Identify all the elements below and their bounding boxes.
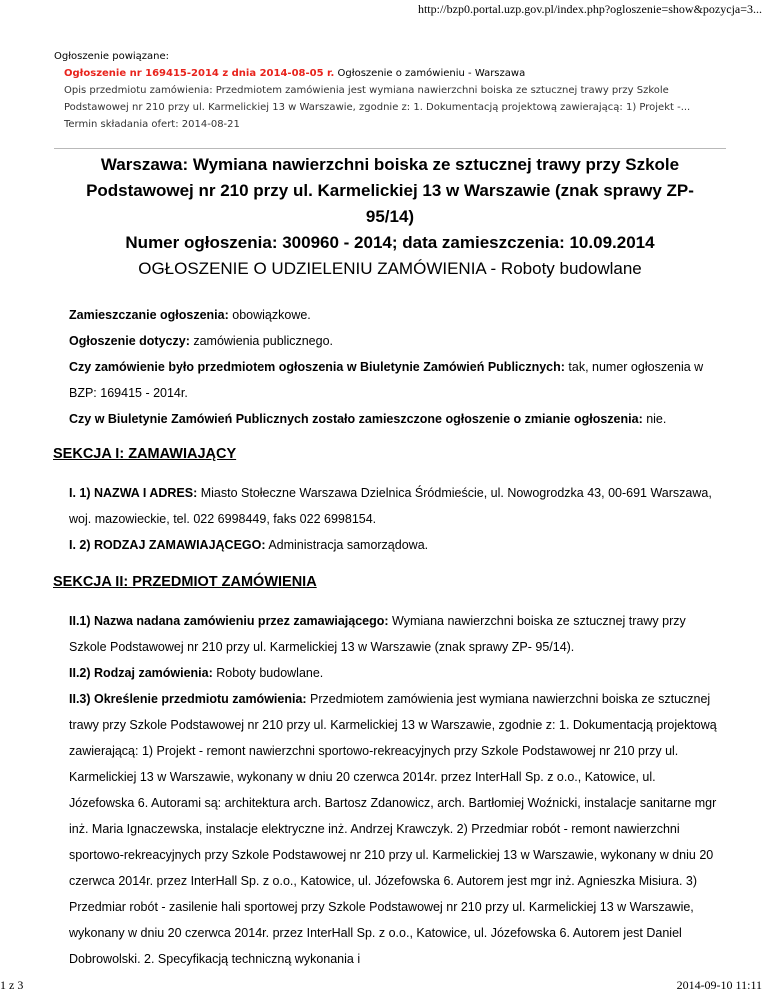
related-link-suffix: Ogłoszenie o zamówieniu - Warszawa <box>334 68 526 79</box>
fact-item <box>69 406 729 432</box>
fact-label: Czy w Biuletynie Zamówień Publicznych zostało zamieszczone ogłoszenie o zmianie ogłoszenia: <box>69 412 643 426</box>
title-main: Warszawa: Wymiana nawierzchni boiska ze sztucznej trawy przy Szkole Podstawowej nr 210 przy ul. Karmelickiej 13 w Warszawie (znak sprawy ZP- 95/14) <box>86 155 694 226</box>
section2-body <box>69 608 721 972</box>
related-notice-link[interactable]: Ogłoszenie nr 169415-2014 z dnia 2014-08-05 r. <box>64 68 335 79</box>
item-value: Przedmiotem zamówienia jest wymiana nawierzchni boiska ze sztucznej trawy przy Szkole Podstawowej nr 210 przy ul. Karmelickiej 13 w Warszawie, zgodnie z: 1. Dokumentacją projektową zawierającą: 1) Projekt - remont nawierzchni sportowo-rekreacyjnych przy Szkole Podstawowej nr 210 przy ul. Karmelickiej 13 w Warszawie, wykonany w dniu 20 czerwca 2014r. przez InterHall Sp. z o.o., Katowice, ul. Józefowska 6. Autorami są: architektura arch. Bartosz Zdanowicz, arch. Bartłomiej Woźnicki, instalacje sanitarne mgr inż. Maria Ignaczewska, instalacje elektryczne inż. Andrzej Krawczyk. 2) Przedmiar robót - remont nawierzchni sportowo-rekreacyjnych przy Szkole Podstawowej nr 210 przy ul. Karmelickiej 13 w Warszawie, wykonany w dniu 20 czerwca 2014r. przez InterHall Sp. z o.o., Katowice, ul. Józefowska 6. Autorem jest mgr inż. Agnieszka Misiura. 3) Przedmiar robót - zasilenie hali sportowej przy Szkole Podstawowej nr 210 przy ul. Karmelickiej 13 w Warszawie, wykonany w dniu 20 czerwca 2014r. przez InterHall Sp. z o.o., Katowice, ul. Józefowska 6. Autorem jest Daniel Dobrowolski. 2. Specyfikacją techniczną wykonania i <box>69 692 717 966</box>
related-label: Ogłoszenie powiązane: <box>54 51 170 62</box>
item-value: Roboty budowlane. <box>212 666 324 680</box>
related-body <box>54 65 724 82</box>
section2-item <box>69 686 721 972</box>
fact-value: zamówienia publicznego. <box>189 334 333 348</box>
related-description: Opis przedmiotu zamówienia: Przedmiotem zamówienia jest wymiana nawierzchni boiska ze sztucznej trawy przy Szkole Podstawowej nr 210 przy ul. Karmelickiej 13 w Warszawie, zgodnie z: 1. Dokumentacją projektową zawierającą: 1) Projekt -... <box>64 85 691 113</box>
item-label: I. 1) NAZWA I ADRES: <box>69 486 198 500</box>
item-label: II.1) Nazwa nadana zamówieniu przez zamawiającego: <box>69 614 389 628</box>
fact-item <box>69 354 729 406</box>
item-value: Administracja samorządowa. <box>265 538 429 552</box>
fact-value: obowiązkowe. <box>228 308 311 322</box>
facts-list <box>69 302 729 432</box>
fact-label: Czy zamówienie było przedmiotem ogłoszenia w Biuletynie Zamówień Publicznych: <box>69 360 565 374</box>
item-label: II.2) Rodzaj zamówienia: <box>69 666 213 680</box>
fact-label: Zamieszczanie ogłoszenia: <box>69 308 229 322</box>
title-type: OGŁOSZENIE O UDZIELENIU ZAMÓWIENIA - Roboty budowlane <box>138 259 642 278</box>
item-label: II.3) Określenie przedmiotu zamówienia: <box>69 692 307 706</box>
fact-value: nie. <box>642 412 667 426</box>
item-value: Wymiana nawierzchni boiska ze sztucznej trawy przy Szkole Podstawowej nr 210 przy ul. Karmelickiej 13 w Warszawie (znak sprawy ZP- 95/14). <box>69 614 686 654</box>
item-value: Miasto Stołeczne Warszawa Dzielnica Śródmieście, ul. Nowogrodzka 43, 00-691 Warszawa, woj. mazowieckie, tel. 022 6998449, faks 022 6998154. <box>69 486 712 526</box>
section1-body <box>69 480 721 558</box>
section1-title: SEKCJA I: ZAMAWIAJĄCY <box>53 446 237 462</box>
fact-item <box>69 328 729 354</box>
title-number: Numer ogłoszenia: 300960 - 2014; data zamieszczenia: 10.09.2014 <box>125 233 655 252</box>
section2-item <box>69 660 721 686</box>
related-notice <box>54 48 724 133</box>
page-number: 1 z 3 <box>0 978 24 992</box>
header-url: http://bzp0.portal.uzp.gov.pl/index.php?ogloszenie=show&pozycja=3... <box>417 2 762 16</box>
section1-item <box>69 532 721 558</box>
section2-title: SEKCJA II: PRZEDMIOT ZAMÓWIENIA <box>53 574 317 590</box>
fact-label: Ogłoszenie dotyczy: <box>69 334 190 348</box>
related-deadline: Termin składania ofert: 2014-08-21 <box>64 119 240 130</box>
item-label: I. 2) RODZAJ ZAMAWIAJĄCEGO: <box>69 538 266 552</box>
print-datetime: 2014-09-10 11:11 <box>676 978 762 992</box>
fact-value: tak, numer ogłoszenia w BZP: 169415 - 2014r. <box>69 360 704 400</box>
fact-item <box>69 302 729 328</box>
divider <box>54 148 726 149</box>
section1-item <box>69 480 721 532</box>
page-title <box>60 152 720 282</box>
section2-item <box>69 608 721 660</box>
